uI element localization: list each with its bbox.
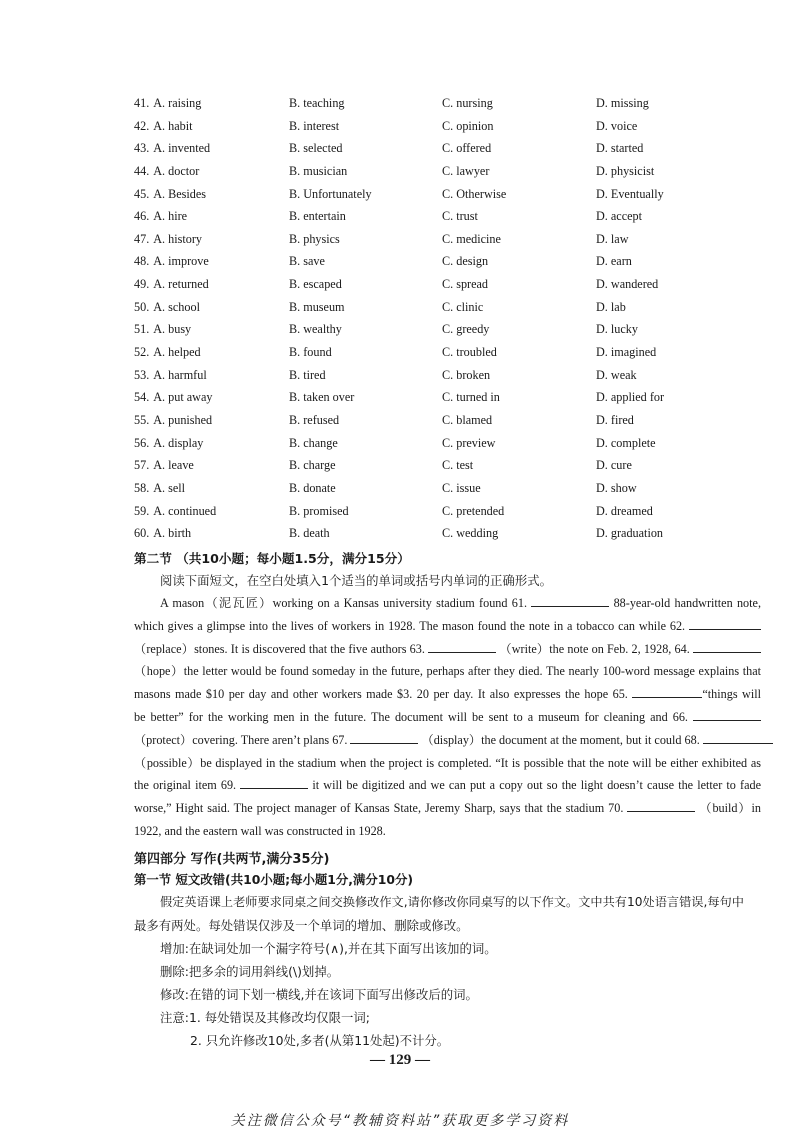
option-b: B. musician [289,163,348,178]
option-d: D. wandered [596,277,659,292]
option-a [134,432,203,455]
passage-line: masons made $10 per day and other workers made $3. 20 per day. It also expresses the hope 65. “things will [134,687,762,702]
option-d: D. law [596,231,629,246]
question-number: 52. [134,345,150,360]
option-b: B. taken over [289,390,355,405]
choice-row [134,228,754,251]
choice-row [134,341,754,364]
blank-68[interactable] [703,731,773,744]
option-b: B. change [289,435,338,450]
blank-61[interactable] [531,594,609,607]
option-a-text: A. leave [153,458,194,473]
question-number: 59. [134,503,150,518]
rule-add: 增加:在缺词处加一个漏字符号(∧),并在其下面写出该加的词。 [160,941,497,956]
passage-line: be better” for the working men in the future. The document will be sent to a museum for cleaning and 66. [134,706,761,729]
choice-row [134,250,754,273]
option-c: C. lawyer [442,163,490,178]
option-d: D. Eventually [596,186,664,201]
choice-row [134,522,754,545]
option-a [134,205,187,228]
option-a-text: A. school [153,299,200,314]
passage-line: the original item 69. it will be digitized and we can put a copy out so the light doesn’t cause the letter to fade [134,778,761,793]
passage-line: 1922, and the eastern wall was constructed in 1928. [134,823,386,838]
blank-66[interactable] [693,708,761,721]
part4-section1-title: 第一节 短文改错(共10小题;每小题1分,满分10分) [134,872,414,887]
option-a [134,160,199,183]
blank-65[interactable] [632,685,702,698]
option-d: D. show [596,480,637,495]
option-a-text: A. returned [153,277,209,292]
option-c: C. turned in [442,390,500,405]
question-number: 54. [134,390,150,405]
passage-line: A mason（泥瓦匠）working on a Kansas university stadium found 61. 88-year-old handwritten note, [160,596,761,610]
option-b: B. entertain [289,209,346,224]
option-d: D. earn [596,254,632,269]
blank-63[interactable] [428,640,496,653]
option-a [134,477,185,500]
choice-row [134,386,754,409]
section2-instruction: 阅读下面短文，在空白处填入1个适当的单词或括号内单词的正确形式。 [160,573,552,588]
blank-64[interactable] [693,640,761,653]
option-d: D. dreamed [596,503,653,518]
option-a [134,115,193,138]
option-b: B. tired [289,367,326,382]
option-a-text: A. improve [153,254,209,269]
option-a-text: A. display [153,435,204,450]
option-c: C. broken [442,367,491,382]
question-number: 48. [134,254,150,269]
option-c: C. spread [442,277,489,292]
option-d: D. started [596,141,644,156]
question-number: 55. [134,412,150,427]
option-a [134,92,201,115]
option-b: B. charge [289,458,336,473]
option-d: D. cure [596,458,632,473]
blank-70[interactable] [627,799,695,812]
option-a [134,522,191,545]
option-b: B. refused [289,412,340,427]
choice-row [134,454,754,477]
option-a-text: A. invented [153,141,211,156]
option-d: D. voice [596,118,638,133]
blank-69[interactable] [240,776,308,789]
option-d: D. fired [596,412,634,427]
blank-62[interactable] [689,617,761,630]
option-a [134,250,209,273]
part4-instruction-line1: 假定英语课上老师要求同桌之间交换修改作文,请你修改你同桌写的以下作文。文中共有10处语言错误,每句中 [160,895,744,909]
option-a-text: A. continued [153,503,217,518]
option-a [134,183,206,206]
option-c: C. wedding [442,526,499,541]
blank-67[interactable] [350,731,418,744]
option-b: B. found [289,345,332,360]
option-c: C. greedy [442,322,490,337]
option-a-text: A. hire [153,209,188,224]
option-a [134,137,210,160]
option-b: B. death [289,526,330,541]
option-a-text: A. helped [153,345,201,360]
question-number: 47. [134,231,150,246]
option-c: C. preview [442,435,496,450]
option-a [134,228,202,251]
option-c: C. troubled [442,345,497,360]
option-b: B. save [289,254,325,269]
question-number: 53. [134,367,150,382]
choice-row [134,273,754,296]
option-c: C. test [442,458,474,473]
rule-delete: 删除:把多余的词用斜线(\)划掉。 [160,964,340,979]
option-b: B. promised [289,503,349,518]
option-d: D. imagined [596,345,657,360]
choice-row [134,92,754,115]
choice-row [134,137,754,160]
question-number: 56. [134,435,150,450]
option-c: C. pretended [442,503,505,518]
option-c: C. blamed [442,412,493,427]
question-number: 49. [134,277,150,292]
choice-row [134,183,754,206]
option-b: B. selected [289,141,343,156]
cloze-passage [134,592,761,843]
option-c: C. trust [442,209,478,224]
choice-row [134,205,754,228]
option-a-text: A. birth [153,526,192,541]
option-d: D. weak [596,367,637,382]
option-a-text: A. doctor [153,163,200,178]
option-a-text: A. sell [153,480,186,495]
question-number: 44. [134,163,150,178]
option-d: D. complete [596,435,656,450]
option-d: D. lucky [596,322,638,337]
option-a [134,273,209,296]
part4-title: 第四部分 写作(共两节,满分35分) [134,852,330,867]
option-d: D. graduation [596,526,664,541]
option-c: C. Otherwise [442,186,507,201]
option-a [134,296,200,319]
option-b: B. interest [289,118,340,133]
option-b: B. escaped [289,277,342,292]
option-b: B. physics [289,231,340,246]
option-a-text: A. Besides [153,186,207,201]
question-number: 51. [134,322,150,337]
option-a-text: A. harmful [153,367,207,382]
option-a-text: A. put away [153,390,213,405]
question-number: 60. [134,526,150,541]
option-a-text: A. history [153,231,202,246]
passage-line: （protect）covering. There aren’t plans 67. （display）the document at the moment, but it could 68. [134,729,761,752]
question-number: 50. [134,299,150,314]
option-a [134,500,216,523]
option-c: C. opinion [442,118,494,133]
question-number: 57. [134,458,150,473]
choice-row [134,432,754,455]
option-a-text: A. punished [153,412,213,427]
option-a [134,454,194,477]
option-b: B. museum [289,299,345,314]
choice-row [134,296,754,319]
footer-watermark: 关注微信公众号“教辅资料站”获取更多学习资料 [230,1113,570,1129]
option-a [134,318,191,341]
rule-modify: 修改:在错的词下划一横线,并在该词下面写出修改后的词。 [160,987,478,1002]
question-number: 58. [134,480,150,495]
note-1: 注意:1. 每处错误及其修改均仅限一词; [160,1010,370,1025]
option-c: C. issue [442,480,481,495]
choice-row [134,409,754,432]
option-c: C. medicine [442,231,501,246]
option-b: B. Unfortunately [289,186,372,201]
option-a-text: A. busy [153,322,192,337]
page-number: — 129 — [370,1052,430,1068]
option-d: D. lab [596,299,626,314]
option-d: D. accept [596,209,643,224]
option-a [134,341,201,364]
passage-line: （possible）be displayed in the stadium when the project is completed. “It is possible that the note will be either exhibited as [134,755,761,770]
option-b: B. wealthy [289,322,342,337]
passage-line: which gives a glimpse into the lives of workers in 1928. The mason found the note in a tobacco can while 62. [134,615,761,638]
choice-row [134,477,754,500]
multiple-choice-options [134,92,754,545]
option-b: B. teaching [289,96,345,110]
section2-title: 第二节 （共10小题；每小题1.5分，满分15分） [134,551,410,566]
question-number: 43. [134,141,150,156]
question-number: 45. [134,186,150,201]
option-c: C. clinic [442,299,484,314]
choice-row [134,318,754,341]
note-2: 2. 只允许修改10处,多者(从第11处起)不计分。 [190,1033,450,1048]
option-a [134,386,212,409]
passage-line: （hope）the letter would be found someday in the future, perhaps after they died. The nearly 100-word message explains that [134,664,761,679]
question-number: 42. [134,118,150,133]
option-b: B. donate [289,480,336,495]
passage-line: worse,” Hight said. The project manager of Kansas State, Jeremy Sharp, says that the stadium 70. （build）in [134,801,762,816]
option-d: D. physicist [596,163,655,178]
choice-row [134,364,754,387]
option-c: C. offered [442,141,492,156]
choice-row [134,500,754,523]
passage-line: （replace）stones. It is discovered that the five authors 63. （write）the note on Feb. 2, 1928, 64. [134,638,761,661]
question-number: 46. [134,209,150,224]
question-number: 41. [134,96,150,110]
option-c: C. design [442,254,489,269]
option-a [134,364,207,387]
option-a-text: A. raising [153,96,202,110]
choice-row [134,115,754,138]
choice-row [134,160,754,183]
option-c: C. nursing [442,96,493,110]
part4-instruction-line2: 最多有两处。每处错误仅涉及一个单词的增加、删除或修改。 [134,918,469,933]
option-d: D. applied for [596,390,665,405]
option-a-text: A. habit [153,118,193,133]
option-d: D. missing [596,96,649,110]
option-a [134,409,212,432]
